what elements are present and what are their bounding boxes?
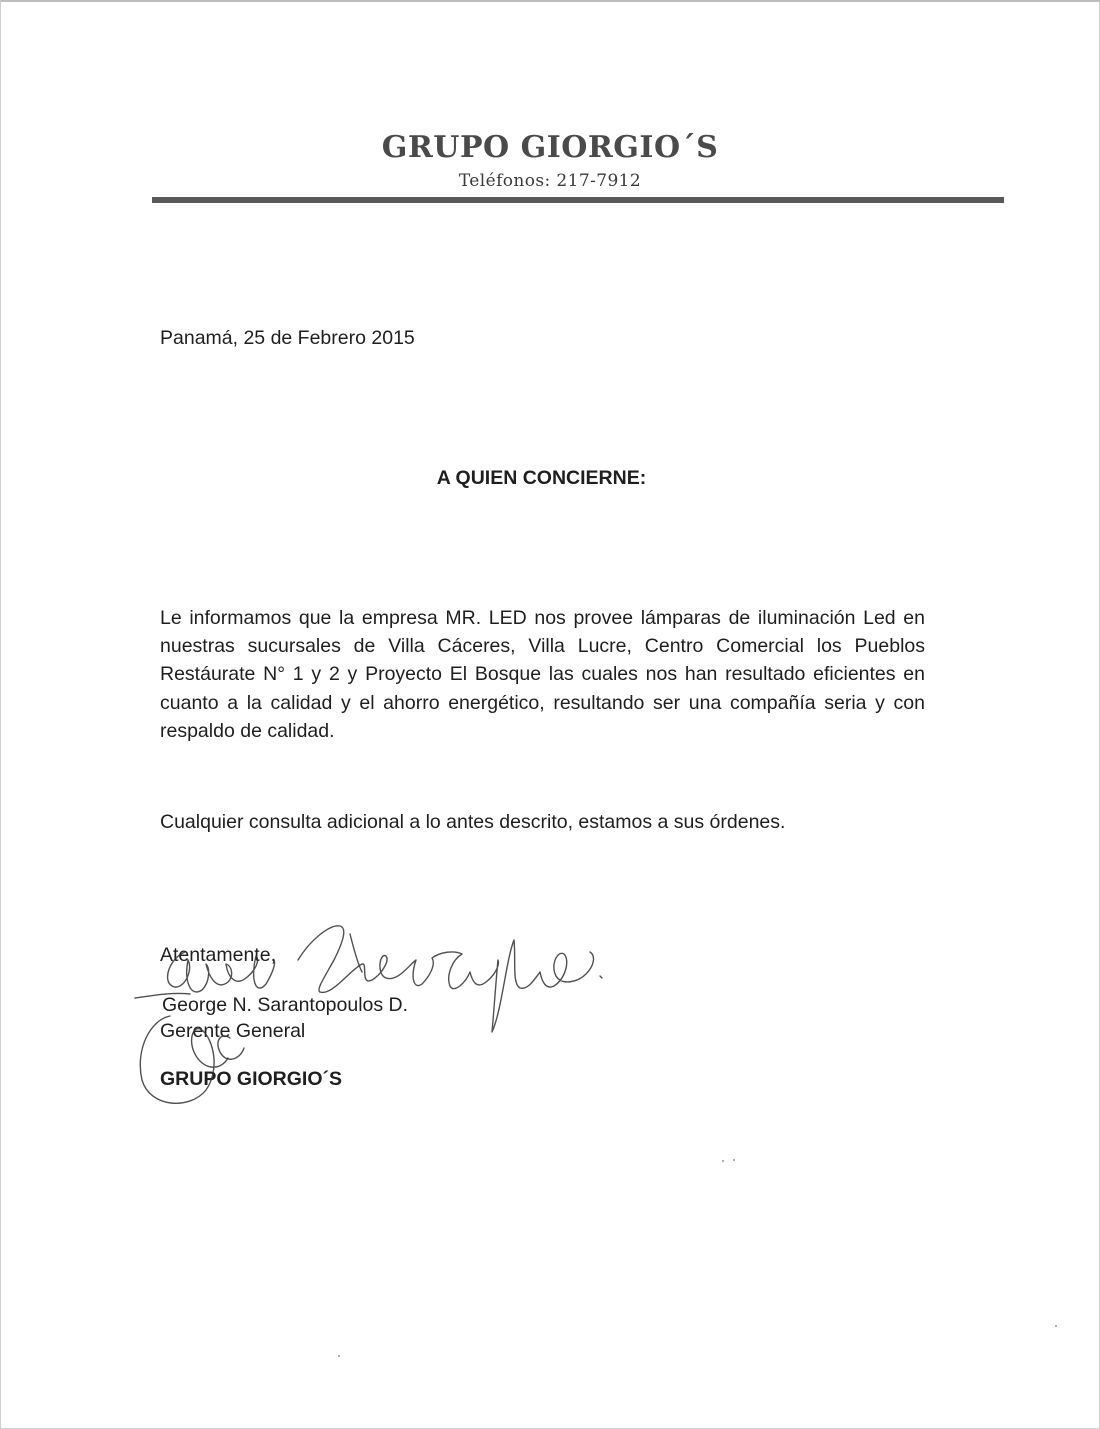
sign-off: Atentamente,: [160, 944, 276, 966]
scan-speck: [1055, 1325, 1057, 1327]
scan-speck: [338, 1355, 340, 1357]
scan-speck: [733, 1159, 735, 1161]
signer-name: George N. Sarantopoulos D.: [162, 994, 409, 1016]
salutation: A QUIEN CONCIERNE:: [436, 467, 647, 489]
signer-title: Gerente General: [160, 1020, 306, 1042]
scan-speck: [722, 1160, 724, 1162]
body-paragraph: Le informamos que la empresa MR. LED nos provee lámparas de iluminación Led en nuestras sucursales de Villa Cáceres, Villa Lucre, Centro Comercial los Pueblos Restáurate N° 1 y 2 y Proyecto El Bosque las cuales nos han resultado eficientes en cuanto a la calidad y el ahorro energético, resultando ser una compañía seria y con respaldo de calidad.: [160, 607, 925, 742]
closing-paragraph: Cualquier consulta adicional a lo antes descrito, estamos a sus órdenes.: [160, 811, 786, 833]
letterhead-divider: [152, 197, 1004, 203]
handwritten-signature: [110, 920, 630, 1120]
company-name: GRUPO GIORGIO´S: [381, 130, 719, 165]
date-line: Panamá, 25 de Febrero 2015: [160, 327, 415, 349]
company-phone: Teléfonos: 217-7912: [458, 171, 642, 191]
signer-company: GRUPO GIORGIO´S: [160, 1068, 343, 1090]
